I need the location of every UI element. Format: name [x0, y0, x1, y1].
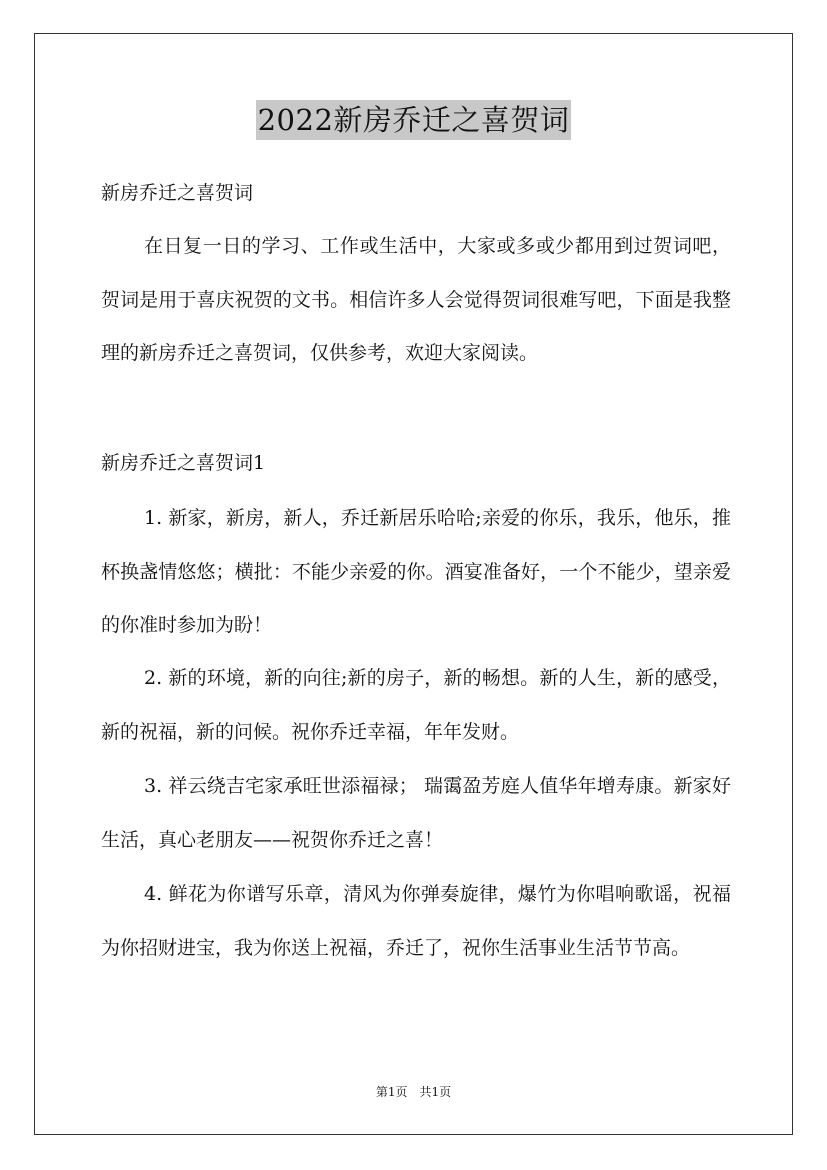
document-title: 2022新房乔迁之喜贺词: [256, 100, 572, 140]
page-total: 共1页: [419, 1085, 452, 1099]
list-item-3: 3. 祥云绕吉宅家承旺世添福禄； 瑞霭盈芳庭人值华年增寿康。新家好生活，真心老朋友——祝贺你乔迁之喜！: [101, 775, 731, 851]
section-heading-1: 新房乔迁之喜贺词1: [101, 452, 266, 474]
page-number: 第1页: [375, 1085, 408, 1099]
list-item-4: 4. 鲜花为你谱写乐章，清风为你弹奏旋律，爆竹为你唱响歌谣，祝福为你招财进宝，我为你送上祝福，乔迁了，祝你生活事业生活节节高。: [101, 883, 731, 959]
list-item-2: 2. 新的环境，新的向往;新的房子，新的畅想。新的人生，新的感受，新的祝福，新的问候。祝你乔迁幸福，年年发财。: [101, 667, 731, 743]
list-item-1: 1. 新家，新房，新人，乔迁新居乐哈哈;亲爱的你乐，我乐，他乐，推杯换盏情悠悠；横批：不能少亲爱的你。酒宴准备好，一个不能少，望亲爱的你准时参加为盼！: [101, 507, 731, 636]
title-container: [0, 100, 827, 140]
intro-paragraph: 在日复一日的学习、工作或生活中，大家或多或少都用到过贺词吧，贺词是用于喜庆祝贺的文书。相信许多人会觉得贺词很难写吧，下面是我整理的新房乔迁之喜贺词，仅供参考，欢迎大家阅读。: [101, 235, 731, 364]
section-heading-intro: 新房乔迁之喜贺词: [101, 182, 254, 204]
page-footer: [0, 1083, 827, 1101]
